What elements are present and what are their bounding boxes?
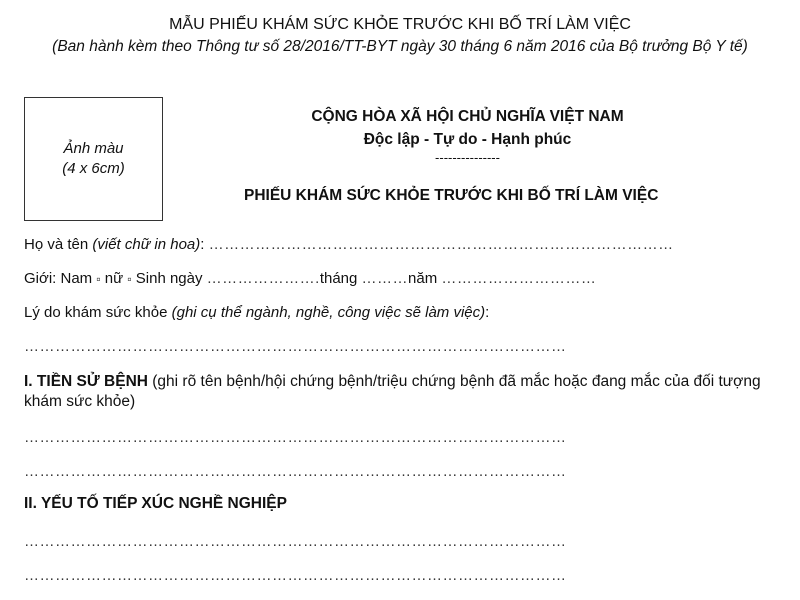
- document-title: MẪU PHIẾU KHÁM SỨC KHỎE TRƯỚC KHI BỐ TRÍ LÀM VIỆC: [169, 16, 631, 33]
- female-label: nữ: [100, 270, 128, 287]
- fullname-line: [24, 236, 674, 253]
- form-title: PHIẾU KHÁM SỨC KHỎE TRƯỚC KHI BỐ TRÍ LÀM VIỆC: [244, 187, 659, 204]
- year-label: năm: [408, 270, 442, 287]
- section1-field-1[interactable]: ……………………………………………………………………………………………: [24, 429, 567, 446]
- section2-field-2[interactable]: ……………………………………………………………………………………………: [24, 567, 567, 584]
- reason-line: [24, 304, 489, 321]
- fullname-colon: :: [200, 236, 209, 253]
- document-subtitle: (Ban hành kèm theo Thông tư số 28/2016/TT-BYT ngày 30 tháng 6 năm 2016 của Bộ trưởng Bộ Y tế): [52, 38, 748, 55]
- dob-month-field[interactable]: ………: [361, 270, 409, 287]
- gender-label: Giới: Nam: [24, 270, 97, 287]
- section2-field-1[interactable]: ……………………………………………………………………………………………: [24, 533, 567, 550]
- fullname-label: Họ và tên: [24, 236, 93, 253]
- photo-label: Ảnh màu: [63, 140, 124, 157]
- male-checkbox[interactable]: ▫: [96, 272, 101, 286]
- fullname-field[interactable]: ………………………………………………………………………………: [208, 236, 674, 253]
- reason-colon: :: [485, 304, 490, 321]
- month-label: tháng: [319, 270, 362, 287]
- section1-text: (ghi rõ tên bệnh/hội chứng bệnh/triệu chứng bệnh đã mắc hoặc đang mắc của đối tượng khám sức khỏe): [24, 373, 761, 410]
- section1-field-2[interactable]: ……………………………………………………………………………………………: [24, 463, 567, 480]
- female-checkbox[interactable]: ▫: [127, 272, 132, 286]
- section1-block: [24, 372, 774, 412]
- dob-year-field[interactable]: …………………………: [441, 270, 597, 287]
- reason-field[interactable]: ……………………………………………………………………………………………: [24, 338, 567, 355]
- national-name: CỘNG HÒA XÃ HỘI CHỦ NGHĨA VIỆT NAM: [311, 108, 624, 125]
- dob-label: Sinh ngày: [131, 270, 207, 287]
- section2-heading: II. YẾU TỐ TIẾP XÚC NGHỀ NGHIỆP: [24, 495, 287, 512]
- photo-placeholder: [24, 97, 163, 221]
- gender-dob-line: [24, 270, 596, 287]
- photo-size: (4 x 6cm): [62, 160, 125, 177]
- section2-block: [24, 494, 774, 514]
- dob-day-field[interactable]: ………………….: [206, 270, 320, 287]
- fullname-hint: (viết chữ in hoa): [92, 236, 201, 253]
- reason-label: Lý do khám sức khỏe: [24, 304, 172, 321]
- section1-heading: I. TIỀN SỬ BỆNH: [24, 373, 148, 390]
- reason-hint: (ghi cụ thể ngành, nghề, công việc sẽ làm việc): [171, 304, 486, 321]
- separator-dashes: ---------------: [435, 150, 500, 165]
- national-motto: Độc lập - Tự do - Hạnh phúc: [363, 131, 572, 148]
